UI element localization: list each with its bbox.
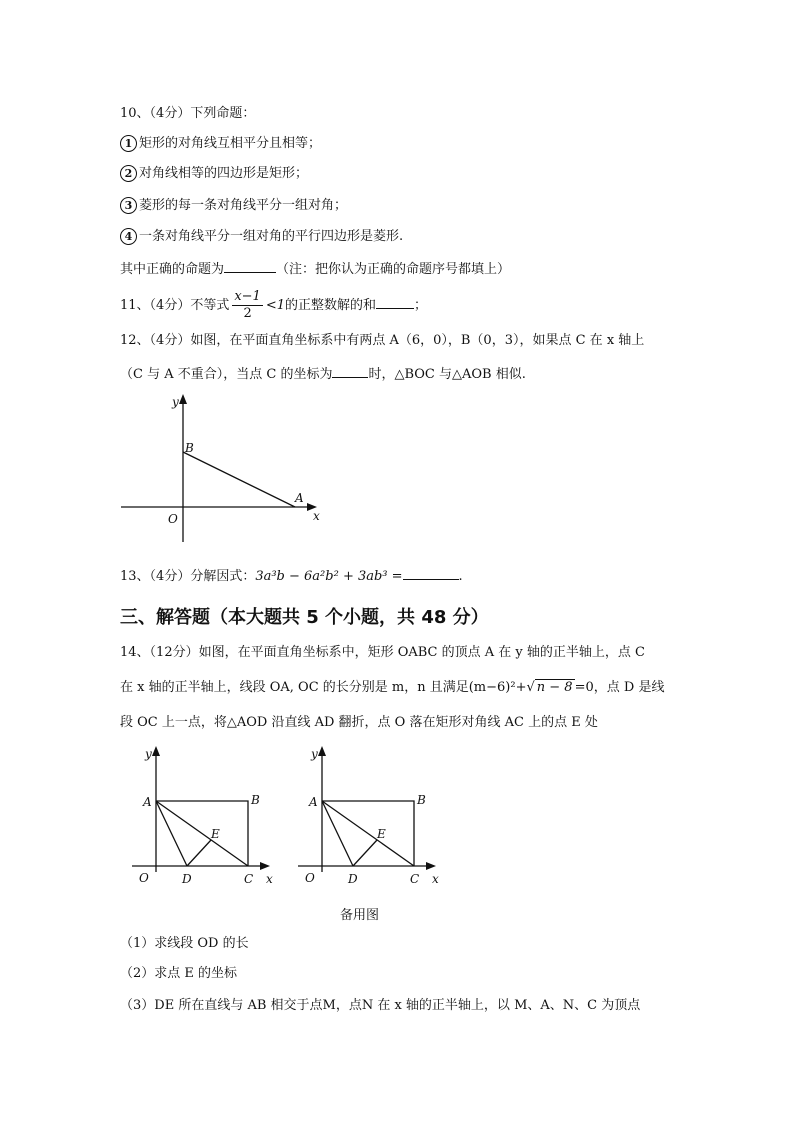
answer-blank[interactable] bbox=[376, 294, 414, 309]
segment-de bbox=[187, 840, 211, 866]
label-y: y bbox=[172, 395, 179, 409]
q11-relation: <1 bbox=[265, 298, 285, 313]
q14-sub2: （2）求点 E 的坐标 bbox=[120, 966, 238, 981]
label-d: D bbox=[182, 872, 192, 886]
label-y: y bbox=[145, 747, 152, 761]
q10-item-4 bbox=[120, 227, 403, 247]
segment-ad bbox=[322, 801, 353, 866]
q14-line3: 段 OC 上一点，将△AOD 沿直线 AD 翻折，点 O 落在矩形对角线 AC 上的点 E 处 bbox=[120, 715, 598, 730]
label-o: O bbox=[168, 512, 178, 526]
label-x: x bbox=[313, 509, 320, 523]
q13 bbox=[120, 565, 463, 587]
item-text: 矩形的对角线互相平分且相等； bbox=[139, 136, 322, 151]
x-axis-arrow bbox=[260, 862, 270, 870]
q12-figure bbox=[115, 390, 335, 550]
conclusion-post: （注：把你认为正确的命题序号都填上） bbox=[276, 262, 511, 277]
q14-spare-figure bbox=[294, 742, 444, 892]
sqrt-term: √ n − 8 bbox=[526, 680, 573, 695]
label-b: B bbox=[185, 441, 194, 455]
label-y: y bbox=[311, 747, 318, 761]
q10-conclusion bbox=[120, 258, 510, 280]
diagonal-ac bbox=[322, 801, 414, 866]
frac-numerator: x−1 bbox=[234, 289, 261, 304]
label-a: A bbox=[309, 795, 318, 809]
label-x: x bbox=[432, 872, 439, 886]
label-x: x bbox=[266, 872, 273, 886]
label-c: C bbox=[244, 872, 254, 886]
item-text: 对角线相等的四边形是矩形； bbox=[139, 166, 309, 181]
label-a: A bbox=[143, 795, 152, 809]
q11 bbox=[120, 288, 427, 324]
q13-pre: 13、（4分）分解因式： bbox=[120, 569, 256, 584]
figure-caption: 备用图 bbox=[340, 908, 380, 923]
segment-ad bbox=[156, 801, 187, 866]
answer-blank[interactable] bbox=[332, 363, 368, 378]
segment-de bbox=[353, 840, 377, 866]
q10-item-3 bbox=[120, 196, 347, 216]
item-text: 菱形的每一条对角线平分一组对角； bbox=[139, 198, 348, 213]
answer-blank[interactable] bbox=[224, 258, 276, 273]
x-axis-arrow bbox=[426, 862, 436, 870]
q10-item-1 bbox=[120, 134, 321, 154]
q10-head: 10、（4分）下列命题： bbox=[120, 106, 256, 121]
label-b: B bbox=[417, 793, 426, 807]
q12-line1: 12、（4分）如图，在平面直角坐标系中有两点 A（6，0），B（0，3），如果点 C 在 x 轴上 bbox=[120, 333, 645, 348]
item-number: 1 bbox=[120, 135, 137, 152]
item-number: 4 bbox=[120, 228, 137, 245]
label-a: A bbox=[295, 491, 304, 505]
q13-end: . bbox=[458, 569, 463, 584]
q14-line2-post: =0，点 D 是线 bbox=[574, 680, 665, 695]
q14-line2 bbox=[120, 678, 664, 698]
q11-end: ； bbox=[414, 298, 428, 313]
label-e: E bbox=[211, 827, 220, 841]
diagonal-ac bbox=[156, 801, 248, 866]
q12-line2-post: 时，△BOC 与△AOB 相似. bbox=[368, 367, 526, 382]
q11-post: 的正整数解的和 bbox=[285, 298, 377, 313]
frac-denominator: 2 bbox=[243, 306, 252, 321]
label-o: O bbox=[139, 871, 149, 885]
q14-sub1: （1）求线段 OD 的长 bbox=[120, 936, 249, 951]
y-axis-arrow bbox=[318, 746, 326, 756]
segment-ba bbox=[183, 452, 295, 507]
q11-pre: 11、（4分）不等式 bbox=[120, 298, 230, 313]
answer-blank[interactable] bbox=[403, 565, 459, 580]
item-text: 一条对角线平分一组对角的平行四边形是菱形. bbox=[139, 229, 404, 244]
conclusion-pre: 其中正确的命题为 bbox=[120, 262, 225, 277]
radicand: n − 8 bbox=[536, 680, 573, 695]
label-o: O bbox=[305, 871, 315, 885]
q12-line2-pre: （C 与 A 不重合），当点 C 的坐标为 bbox=[120, 367, 333, 382]
label-d: D bbox=[348, 872, 358, 886]
item-number: 2 bbox=[120, 165, 137, 182]
item-number: 3 bbox=[120, 197, 137, 214]
q10-item-2 bbox=[120, 164, 308, 184]
section-heading: 三、解答题（本大题共 5 个小题，共 48 分） bbox=[120, 607, 489, 628]
label-b: B bbox=[251, 793, 260, 807]
label-e: E bbox=[377, 827, 386, 841]
q11-fraction bbox=[232, 289, 263, 322]
y-axis-arrow bbox=[152, 746, 160, 756]
q14-line2-pre: 在 x 轴的正半轴上，线段 OA, OC 的长分别是 m，n 且满足(m−6)²+ bbox=[120, 680, 527, 695]
q12-line2 bbox=[120, 363, 526, 385]
y-axis-arrow bbox=[179, 394, 187, 404]
q13-expression: 3a³b − 6a²b² + 3ab³ = bbox=[255, 569, 403, 584]
q14-line1: 14、（12分）如图，在平面直角坐标系中，矩形 OABC 的顶点 A 在 y 轴的正半轴上，点 C bbox=[120, 645, 645, 660]
q14-figure bbox=[128, 742, 278, 892]
q14-sub3: （3）DE 所在直线与 AB 相交于点M，点N 在 x 轴的正半轴上，以 M、A、N、C 为顶点 bbox=[120, 998, 641, 1013]
label-c: C bbox=[410, 872, 420, 886]
